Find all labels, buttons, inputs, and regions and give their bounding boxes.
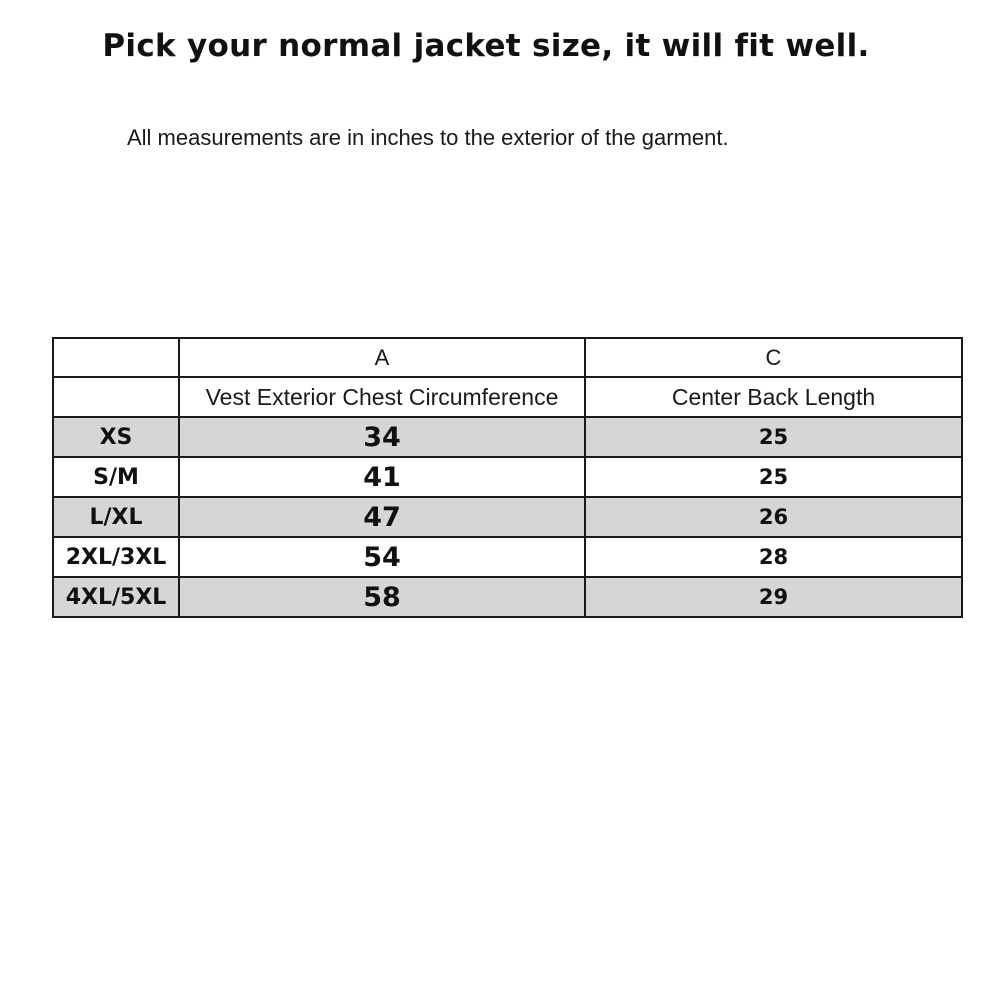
table-row xyxy=(53,417,962,457)
back-length-value-cell: 25 xyxy=(585,417,962,457)
column-title-chest: Vest Exterior Chest Circumference xyxy=(179,377,585,417)
column-title-back-length: Center Back Length xyxy=(585,377,962,417)
column-title-row xyxy=(53,377,962,417)
chest-value-cell: 58 xyxy=(179,577,585,617)
chest-value-cell: 47 xyxy=(179,497,585,537)
column-letter-size xyxy=(53,338,179,377)
table-row xyxy=(53,457,962,497)
size-cell: L/XL xyxy=(53,497,179,537)
page-headline: Pick your normal jacket size, it will fit well. xyxy=(102,28,870,64)
column-letter-row xyxy=(53,338,962,377)
column-letter-c: C xyxy=(585,338,962,377)
table-row xyxy=(53,577,962,617)
back-length-value-cell: 29 xyxy=(585,577,962,617)
table-row xyxy=(53,497,962,537)
size-cell: 2XL/3XL xyxy=(53,537,179,577)
size-chart-table xyxy=(52,337,963,618)
measurement-note: All measurements are in inches to the exterior of the garment. xyxy=(127,125,729,150)
chest-value-cell: 41 xyxy=(179,457,585,497)
size-cell: S/M xyxy=(53,457,179,497)
size-cell: XS xyxy=(53,417,179,457)
back-length-value-cell: 25 xyxy=(585,457,962,497)
size-cell: 4XL/5XL xyxy=(53,577,179,617)
column-title-size xyxy=(53,377,179,417)
column-letter-a: A xyxy=(179,338,585,377)
chest-value-cell: 54 xyxy=(179,537,585,577)
chest-value-cell: 34 xyxy=(179,417,585,457)
back-length-value-cell: 26 xyxy=(585,497,962,537)
back-length-value-cell: 28 xyxy=(585,537,962,577)
table-row xyxy=(53,537,962,577)
